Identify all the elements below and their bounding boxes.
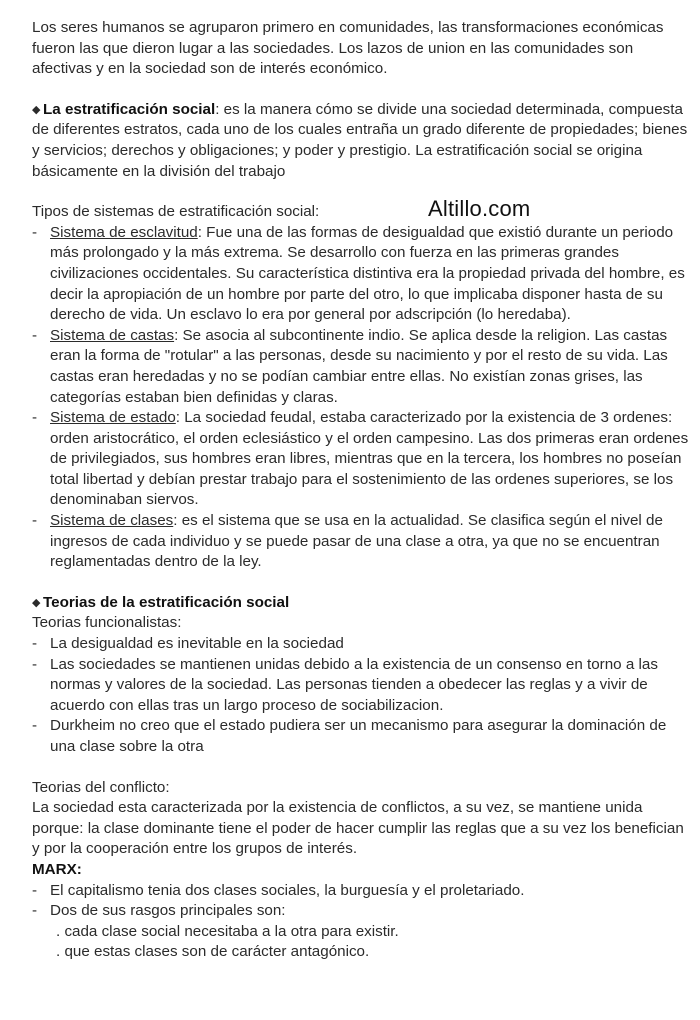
document-page [32,18,692,963]
dash-bullet: - [32,655,38,673]
intro-paragraph: Los seres humanos se agruparon primero en comunidades, las transformaciones económicas fueron las que dieron lugar a las sociedades. Los lazos de union en las comunidades son afectivas y en la sociedad son de interés económico. [32,19,664,78]
text-castes: : Se asocia al subcontinente indio. Se aplica desde la religion. Las castas eran la forma de "rotular" a las personas, desde su nacimiento y por el resto de su vida. Las castas eran heredadas y no se podían cambiar entre ellas. No existían zonas grises, las categorías estaban bien definidas y claras. [50,326,668,406]
list-item-text: Las sociedades se mantienen unidas debido a la existencia de un consenso en torno a las normas y valores de la sociedad. Las personas tienden a obedecer las reglas y a vivir de acuerdo con ellas tras un largo proceso de sociabilizacion. [50,655,658,714]
types-list [32,223,692,573]
theories-title-line [32,593,692,614]
dash-bullet: - [32,717,38,735]
marx-subitem: . cada clase social necesitaba a la otra para existir. [56,922,399,940]
stratification-text: : es la manera cómo se divide una sociedad determinada, compuesta de diferentes estratos, cada uno de los cuales entraña un grado diferente de propiedades; bienes y servicios; derechos y obligaciones; y poder y prestigio. La estratificación social se origina básicamente en la división del trabajo [32,100,688,180]
functionalist-heading: Teorias funcionalistas: [32,614,182,632]
conflict-text: La sociedad esta caracterizada por la existencia de conflictos, a su vez, se mantiene unida porque: la clase dominante tiene el poder de hacer cumplir las reglas que a su vez los benefician y por la cooperación entre los grupos de interés. [32,799,684,858]
dash-bullet: - [32,902,38,920]
types-heading: Tipos de sistemas de estratificación social: [32,203,320,221]
stratification-title: La estratificación social [43,100,216,118]
watermark-text: Altillo.com [428,196,531,221]
list-item-text: La desigualdad es inevitable en la sociedad [50,635,344,653]
list-item-text: Durkheim no creo que el estado pudiera ser un mecanismo para asegurar la dominación de una clase sobre la otra [50,717,667,755]
stratification-definition [32,100,692,182]
list-item [32,901,692,922]
marx-subitem: . que estas clases son de carácter antagónico. [56,943,370,961]
dash-bullet: - [32,512,38,530]
list-item [32,408,692,511]
dash-bullet: - [32,635,38,653]
list-item [32,511,692,573]
diamond-bullet-icon: ◆ [32,596,41,609]
list-item [32,655,692,717]
list-item-text: Dos de sus rasgos principales son: [50,902,286,920]
marx-heading: MARX: [32,860,82,878]
term-castes: Sistema de castas [50,326,175,344]
functionalist-list [32,634,692,758]
conflict-heading: Teorias del conflicto: [32,778,170,796]
theories-title: Teorias de la estratificación social [43,593,290,611]
dash-bullet: - [32,881,38,899]
term-classes: Sistema de clases [50,512,174,530]
text-slavery: : Fue una de las formas de desigualdad que existió durante un periodo más prolongado y la más extrema. Se desarrollo con fuerza en las primeras grandes civilizaciones occidentales. Su característica distintiva era la propiedad privada del hombre, es decir la apropiación de un hombre por parte del otro, lo que implicaba disponer hasta de su derecho de vida. Un esclavo lo era por general por adscripción (lo heredaba). [50,223,685,324]
term-estate: Sistema de estado [50,409,176,427]
list-item [32,326,692,408]
dash-bullet: - [32,409,38,427]
dash-bullet: - [32,326,38,344]
term-slavery: Sistema de esclavitud [50,223,198,241]
text-classes: : es el sistema que se usa en la actualidad. Se clasifica según el nivel de ingresos de cada individuo y se puede pasar de una clase a otra, ya que no se encuentran reglamentadas dentro de la ley. [50,512,663,571]
list-item [32,634,692,655]
list-item [32,223,692,326]
dash-bullet: - [32,223,38,241]
text-estate: : La sociedad feudal, estaba caracterizado por la existencia de 3 ordenes: orden aristocrático, el orden eclesiástico y el orden campesino. Las dos primeras eran ordenes de privilegiados, sus hombres eran libres, mientras que en la tercera, los hombres no poseían total libertad y debían prestar trabajo para el sostenimiento de las ordenes superiores, se los denominaban siervos. [50,409,689,509]
marx-list [32,881,692,922]
diamond-bullet-icon: ◆ [32,103,41,116]
list-item [32,716,692,757]
list-item [32,881,692,902]
list-item-text: El capitalismo tenia dos clases sociales, la burguesía y el proletariado. [50,881,525,899]
